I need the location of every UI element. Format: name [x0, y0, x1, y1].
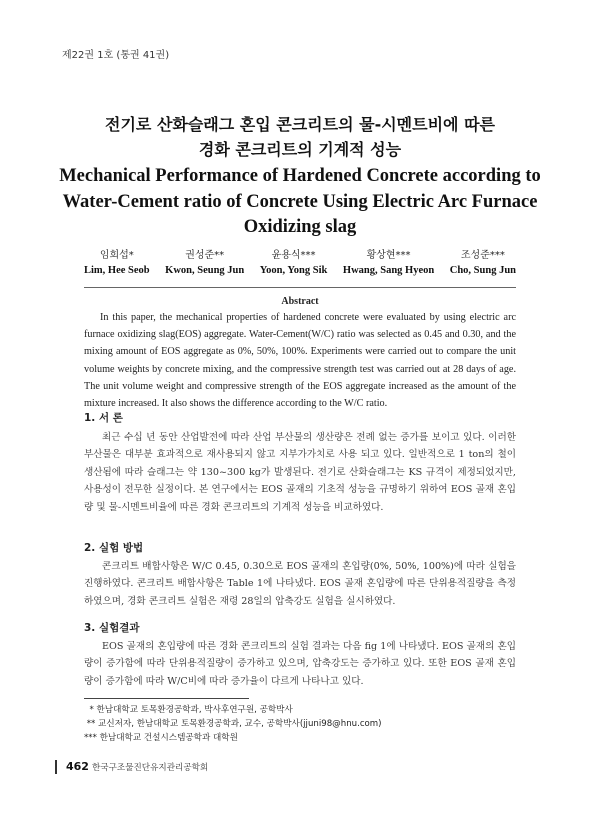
author-name-english: Kwon, Seung Jun: [165, 265, 245, 276]
author: [165, 246, 244, 276]
author: [84, 246, 150, 276]
footnote-affiliation-1: * 한남대학교 토목환경공학과, 박사후연구원, 공학박사: [84, 705, 293, 715]
title-korean-line-1: 전기로 산화슬래그 혼입 콘크리트의 물-시멘트비에 따른: [105, 115, 495, 134]
page-number-bar: [55, 760, 57, 774]
journal-name: 한국구조물진단유지관리공학회: [92, 763, 209, 773]
author-name-korean: 윤용식***: [271, 250, 316, 261]
title-english-line-2: Water-Cement ratio of Concrete Using Electric Arc Furnace: [62, 192, 538, 212]
footnote-divider: [84, 698, 249, 699]
section-body-method: 콘크리트 배합사항은 W/C 0.45, 0.30으로 EOS 골재의 혼입량(0%, 50%, 100%)에 따라 실험을 진행하였다. 콘크리트 배합사항은 Table 1에 나타냈다. EOS 골재 혼입량에 따른 단위용적질량을 측정하였으며, 경화 콘크리트 실험은 재령 28일의 압축강도 실험을 실시하였다.: [84, 561, 516, 607]
author-name-korean: 황상현***: [366, 250, 411, 261]
author-name-korean: 권성준**: [185, 250, 225, 261]
abstract-heading: Abstract: [281, 296, 319, 307]
issue-info: 제22권 1호 (통권 41권): [62, 50, 170, 61]
abstract-body: In this paper, the mechanical properties of hardened concrete were evaluated by using electric arc furnace oxidizing slag(EOS) aggregate. Water-Cement(W/C) ratio was selected as 0.45 and 0.30, and the mixing amount of EOS aggregate as 0%, 50%, 100%. Experiments were carried out to compare the unit volume weights by concrete mixing, and the compressive strength test was carried out at 28 days of age. The unit volume weight and compressive strength of the EOS aggregate increased as the amount of the mixture increased. It also shows the difference according to the W/C ratio.: [84, 312, 516, 410]
page-number: 462: [66, 760, 89, 773]
author-name-english: Lim, Hee Seob: [84, 265, 150, 276]
abstract-divider: [84, 287, 516, 288]
author: [450, 246, 516, 276]
author-name-korean: 조성준***: [460, 250, 505, 261]
section-heading-introduction: 1. 서 론: [84, 412, 123, 424]
author-name-english: Yoon, Yong Sik: [259, 265, 328, 276]
author-name-english: Cho, Sung Jun: [449, 265, 516, 276]
author-name-english: Hwang, Sang Hyeon: [342, 265, 435, 276]
section-body-introduction: 최근 수십 년 동안 산업발전에 따라 산업 부산물의 생산량은 전례 없는 증가를 보이고 있다. 이러한 부산물은 대부분 효과적으로 재사용되지 않고 지부가가치로 사용 되고 있다. 일반적으로 1 ton의 철이 생산됨에 따라 슬래그는 약 130~300 kg가 발생된다. 전기로 산화슬래그는 KS 규격이 제정되었지만, 사용성이 전무한 실정이다. 본 연구에서는 EOS 골재의 기초적 성능을 규명하기 위하여 EOS 골재 혼입량 및 물-시멘트비율에 따른 경화 콘크리트의 기계적 성능을 비교하였다.: [84, 432, 516, 513]
title-english-line-3: Oxidizing slag: [243, 217, 357, 237]
section-body-results: EOS 골재의 혼입량에 따른 경화 콘크리트의 실험 결과는 다음 fig 1에 나타냈다. EOS 골재의 혼입량이 증가함에 따라 단위용적질량이 증가하고 있으며, 압축강도는 증가하고 있다. 또한 EOS 골재 혼입량이 증가함에 따라 W/C비에 따라 증가율이 다르게 나타나고 있다.: [84, 641, 516, 687]
title-english-line-1: Mechanical Performance of Hardened Concrete according to: [59, 166, 541, 186]
section-heading-method: 2. 실험 방법: [84, 542, 144, 554]
author: [343, 246, 434, 276]
section-heading-results: 3. 실험결과: [84, 622, 140, 634]
footnote-affiliation-2: ** 교신저자, 한남대학교 토목환경공학과, 교수, 공학박사(jjuni98@hnu.com): [84, 719, 382, 729]
author-name-korean: 임희섭*: [99, 250, 134, 261]
footnote-affiliation-3: *** 한남대학교 건설시스템공학과 대학원: [84, 733, 238, 743]
author-list: [84, 246, 516, 276]
author: [260, 246, 328, 276]
title-korean-line-2: 경화 콘크리트의 기계적 성능: [198, 140, 402, 159]
